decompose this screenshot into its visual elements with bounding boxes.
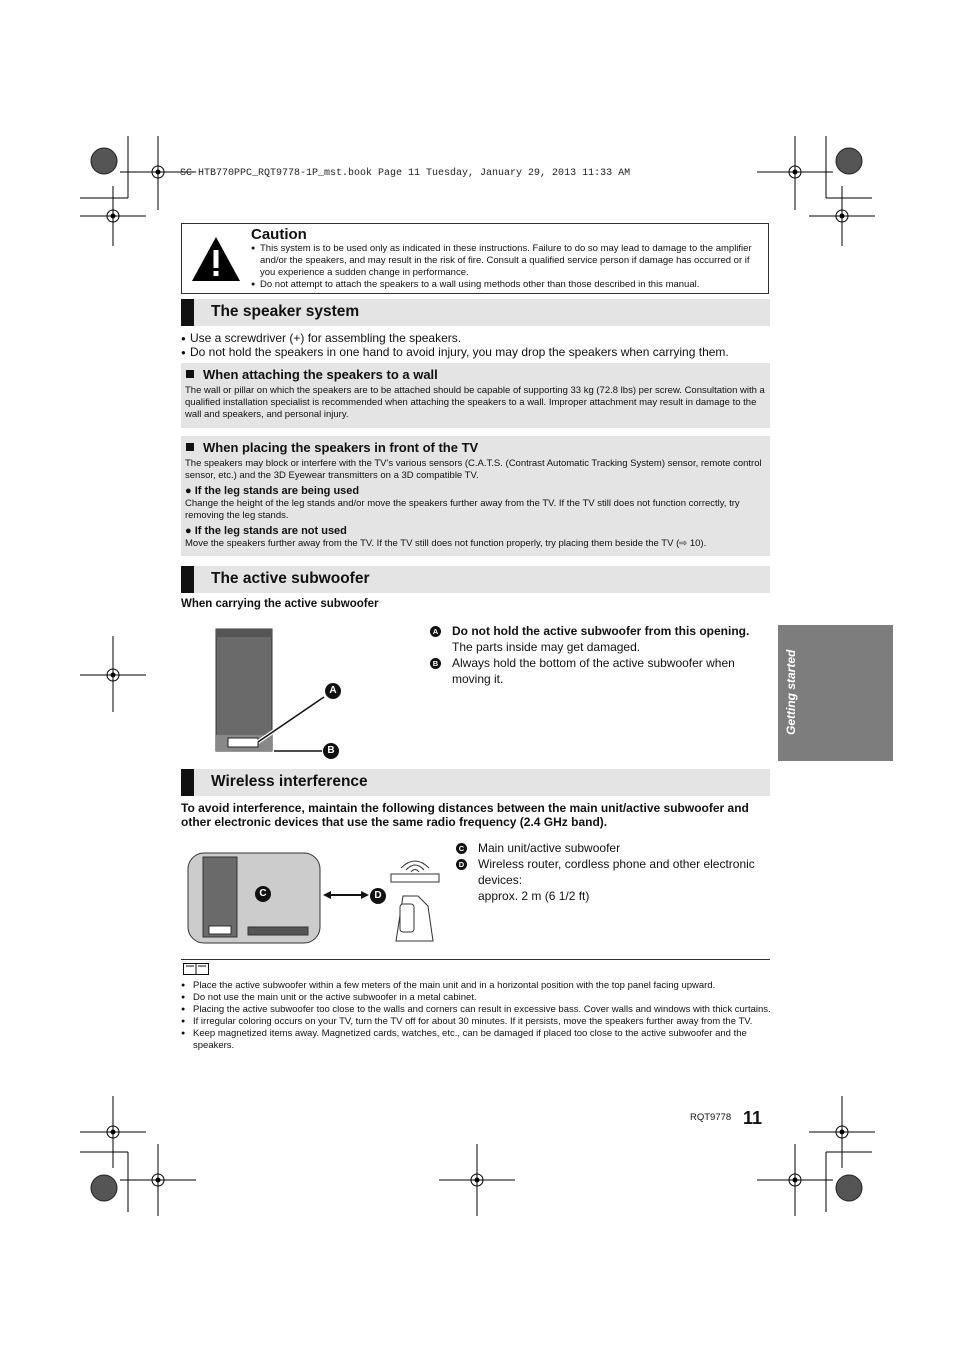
caution-title: Caution	[251, 226, 307, 243]
side-tab-label: Getting started	[784, 649, 798, 735]
note-item: ● If irregular coloring occurs on your TV, turn the TV off for about 30 minutes. If it persists, move the speakers further away from the TV.	[181, 1016, 771, 1028]
caution-box	[181, 223, 769, 294]
item-c: C Main unit/active subwoofer	[456, 840, 756, 856]
wall-box	[181, 363, 770, 428]
caution-list	[251, 243, 761, 291]
book-icon	[183, 963, 209, 975]
caution-item: ● Do not attempt to attach the speakers to a wall using methods other than those described in this manual.	[251, 279, 761, 291]
wall-text: The wall or pillar on which the speakers are to be attached should be capable of supporting 33 kg (72.8 lbs) per screw. Consultation with a qualified installation specialist is recommended when attaching the speakers to a wall. Improper attachment may result in damage to the wall and speakers, and personal injury.	[185, 385, 765, 420]
wall-heading: When attaching the speakers to a wall	[185, 367, 766, 382]
item-a: A Do not hold the active subwoofer from this opening. The parts inside may get damaged.	[430, 623, 765, 655]
carrying-heading: When carrying the active subwoofer	[181, 598, 379, 610]
label-b-marker: B	[323, 743, 339, 759]
bullet-item: ● Use a screwdriver (+) for assembling the speakers.	[181, 331, 771, 345]
bullet-item: ● Do not hold the speakers in one hand to avoid injury, you may drop the speakers when carrying them.	[181, 345, 771, 359]
side-tab	[778, 625, 893, 761]
note-item: ● Placing the active subwoofer too close to the walls and corners can result in excessive bass. Cover walls and windows with thick curtains.	[181, 1004, 771, 1016]
subwoofer-items	[430, 623, 765, 687]
speaker-bullets	[181, 331, 771, 359]
section-heading-subwoofer	[181, 566, 770, 593]
label-c-marker: C	[255, 886, 271, 902]
warning-icon	[190, 234, 242, 284]
wireless-illustration	[186, 846, 446, 948]
model-number: RQT9778	[690, 1112, 732, 1123]
notes-list	[181, 980, 771, 1052]
distance-text: approx. 2 m (6 1/2 ft)	[478, 889, 590, 903]
section-title: Wireless interference	[211, 773, 368, 790]
leg-used-text: Change the height of the leg stands and/or move the speakers further away from the TV. If the TV still does not function correctly, try removing the leg stands.	[185, 498, 740, 521]
file-header: SC-HTB770PPC_RQT9778-1P_mst.book Page 11 Tuesday, January 29, 2013 11:33 AM	[180, 168, 631, 179]
section-title: The speaker system	[211, 303, 360, 320]
item-b: B Always hold the bottom of the active subwoofer when moving it.	[430, 655, 765, 687]
label-d-marker: D	[370, 888, 386, 904]
note-item: ● Do not use the main unit or the active subwoofer in a metal cabinet.	[181, 992, 771, 1004]
note-item: ● Keep magnetized items away. Magnetized cards, watches, etc., can be damaged if placed too close to the active subwoofer and the speakers.	[181, 1028, 771, 1052]
page-number: 11	[743, 1108, 763, 1128]
section-heading-wireless	[181, 769, 770, 796]
wireless-intro: To avoid interference, maintain the following distances between the main unit/active subwoofer and other electronic devices that use the same radio frequency (2.4 GHz band).	[181, 801, 749, 829]
section-title: The active subwoofer	[211, 570, 370, 587]
tv-box	[181, 436, 770, 556]
leg-used-heading: ● If the leg stands are being used	[185, 485, 360, 497]
note-item: ● Place the active subwoofer within a few meters of the main unit and in a horizontal position with the top panel facing upward.	[181, 980, 771, 992]
item-d: D Wireless router, cordless phone and other electronic devices: approx. 2 m (6 1/2 ft)	[456, 856, 756, 904]
section-heading-speaker-system	[181, 299, 770, 326]
tv-heading: When placing the speakers in front of the TV	[185, 440, 766, 455]
tv-text: The speakers may block or interfere with the TV's various sensors (C.A.T.S. (Contrast Automatic Tracking System) sensor, remote control sensor, etc.) and the 3D Eyewear transmitters on a 3D compatible TV.	[185, 458, 762, 481]
notes-divider	[181, 959, 770, 960]
label-a-marker: A	[325, 683, 341, 699]
leg-not-used-text: Move the speakers further away from the TV. If the TV still does not function properly, try placing them beside the TV (⇨ 10).	[185, 538, 707, 549]
leg-not-used-heading: ● If the leg stands are not used	[185, 525, 347, 537]
wireless-items	[456, 840, 756, 904]
caution-item: ● This system is to be used only as indicated in these instructions. Failure to do so may lead to damage to the amplifier and/or the speakers, and may result in the risk of fire. Consult a qualified service person if damage has occurred or if you experience a sudden change in performance.	[251, 243, 761, 279]
